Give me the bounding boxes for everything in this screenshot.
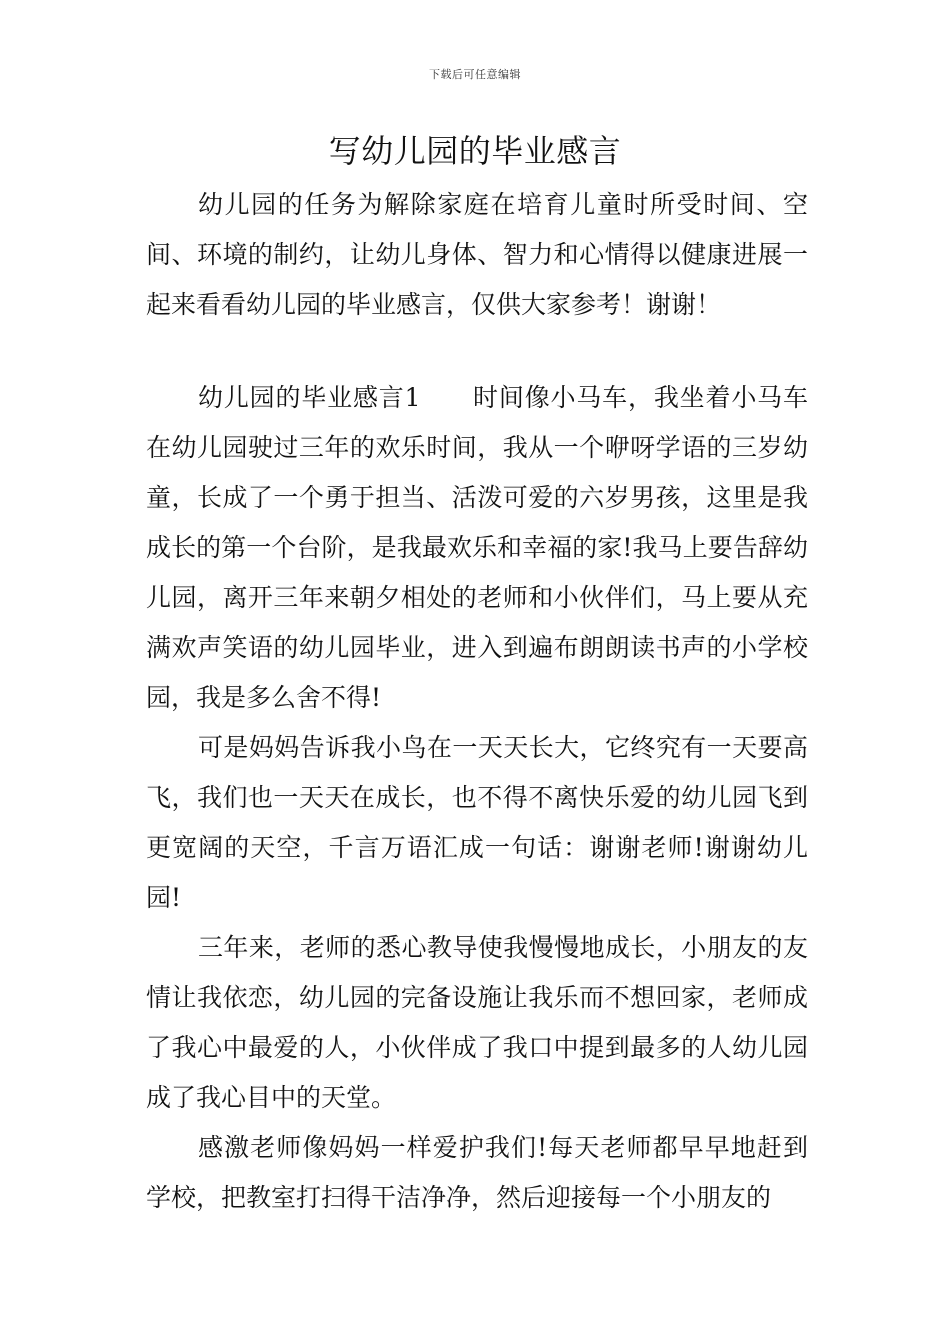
article-body (146, 373, 808, 1223)
body-paragraph-1: 幼儿园的毕业感言1 时间像小马车，我坐着小马车在幼儿园驶过三年的欢乐时间，我从一个咿呀学语的三岁幼童，长成了一个勇于担当、活泼可爱的六岁男孩，这里是我成长的第一个台阶，是我最欢乐和幸福的家!我马上要告辞幼儿园，离开三年来朝夕相处的老师和小伙伴们，马上要从充满欢声笑语的幼儿园毕业，进入到遍布朗朗读书声的小学校园，我是多么舍不得! (146, 383, 808, 712)
intro-block (146, 180, 808, 330)
body-paragraph-3: 三年来，老师的悉心教导使我慢慢地成长，小朋友的友情让我依恋，幼儿园的完备设施让我乐而不想回家，老师成了我心中最爱的人，小伙伴成了我口中提到最多的人幼儿园成了我心目中的天堂。 (146, 933, 808, 1112)
body-paragraph-2: 可是妈妈告诉我小鸟在一天天长大，它终究有一天要高飞，我们也一天天在成长，也不得不离快乐爱的幼儿园飞到更宽阔的天空，千言万语汇成一句话：谢谢老师!谢谢幼儿园! (146, 733, 808, 912)
body-paragraph-4: 感激老师像妈妈一样爱护我们!每天老师都早早地赶到学校，把教室打扫得干洁净净，然后迎接每一个小朋友的 (146, 1133, 808, 1212)
intro-paragraph: 幼儿园的任务为解除家庭在培育儿童时所受时间、空间、环境的制约，让幼儿身体、智力和心情得以健康进展一起来看看幼儿园的毕业感言，仅供大家参考！谢谢！ (146, 190, 808, 319)
header-note: 下载后可任意编辑 (429, 68, 521, 81)
document-title: 写幼儿园的毕业感言 (328, 132, 622, 170)
